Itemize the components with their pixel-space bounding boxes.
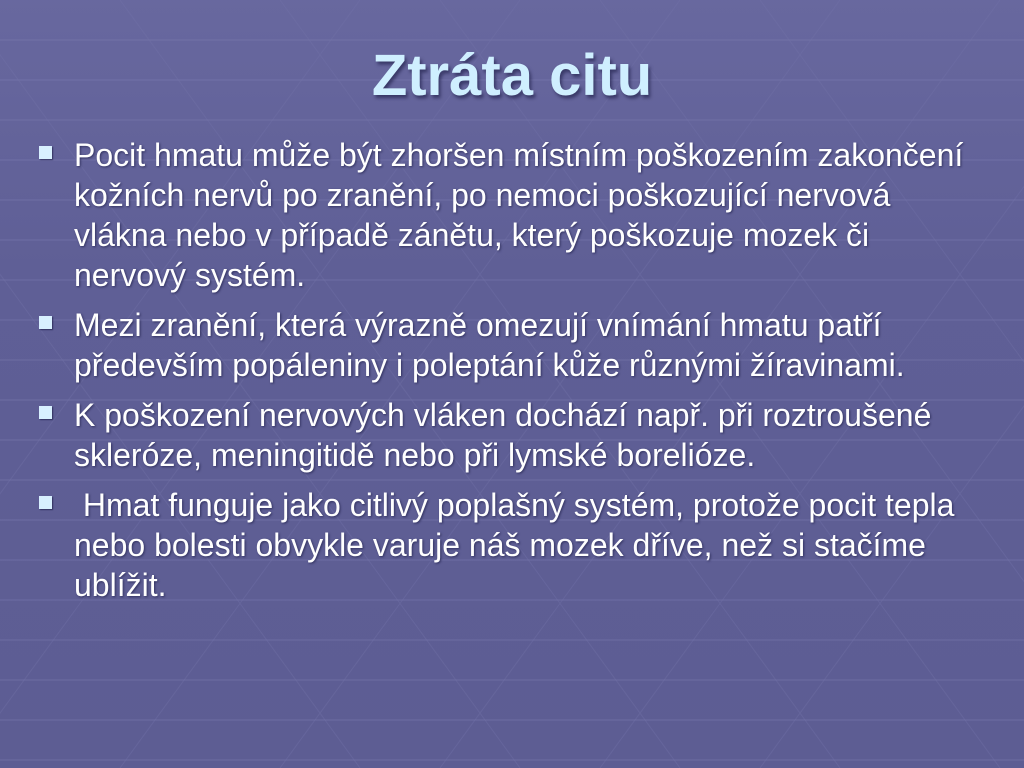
square-bullet-icon xyxy=(39,496,52,509)
slide-title: Ztráta citu xyxy=(371,43,653,108)
bullet-text: Hmat funguje jako citlivý poplašný systém, protože pocit tepla nebo bolesti obvykle varuje náš mozek dříve, než si stačíme ublížit. xyxy=(74,487,964,603)
square-bullet-icon xyxy=(39,316,52,329)
bullet-text: Pocit hmatu může být zhoršen místním poškozením zakončení kožních nervů po zranění, po nemoci poškozující nervová vlákna nebo v případě zánětu, který poškozuje mozek či nervový systém. xyxy=(74,137,964,293)
square-bullet-icon xyxy=(39,406,52,419)
bullet-item xyxy=(36,135,986,295)
bullet-item xyxy=(36,485,986,605)
bullet-list xyxy=(36,135,986,615)
bullet-text: K poškození nervových vláken dochází např. při roztroušené skleróze, meningitidě nebo při lymské borelióze. xyxy=(74,397,932,473)
square-bullet-icon xyxy=(39,146,52,159)
bullet-text: Mezi zranění, která výrazně omezují vnímání hmatu patří především popáleniny i poleptání kůže různými žíravinami. xyxy=(74,307,905,383)
bullet-item xyxy=(36,305,986,385)
bullet-item xyxy=(36,395,986,475)
